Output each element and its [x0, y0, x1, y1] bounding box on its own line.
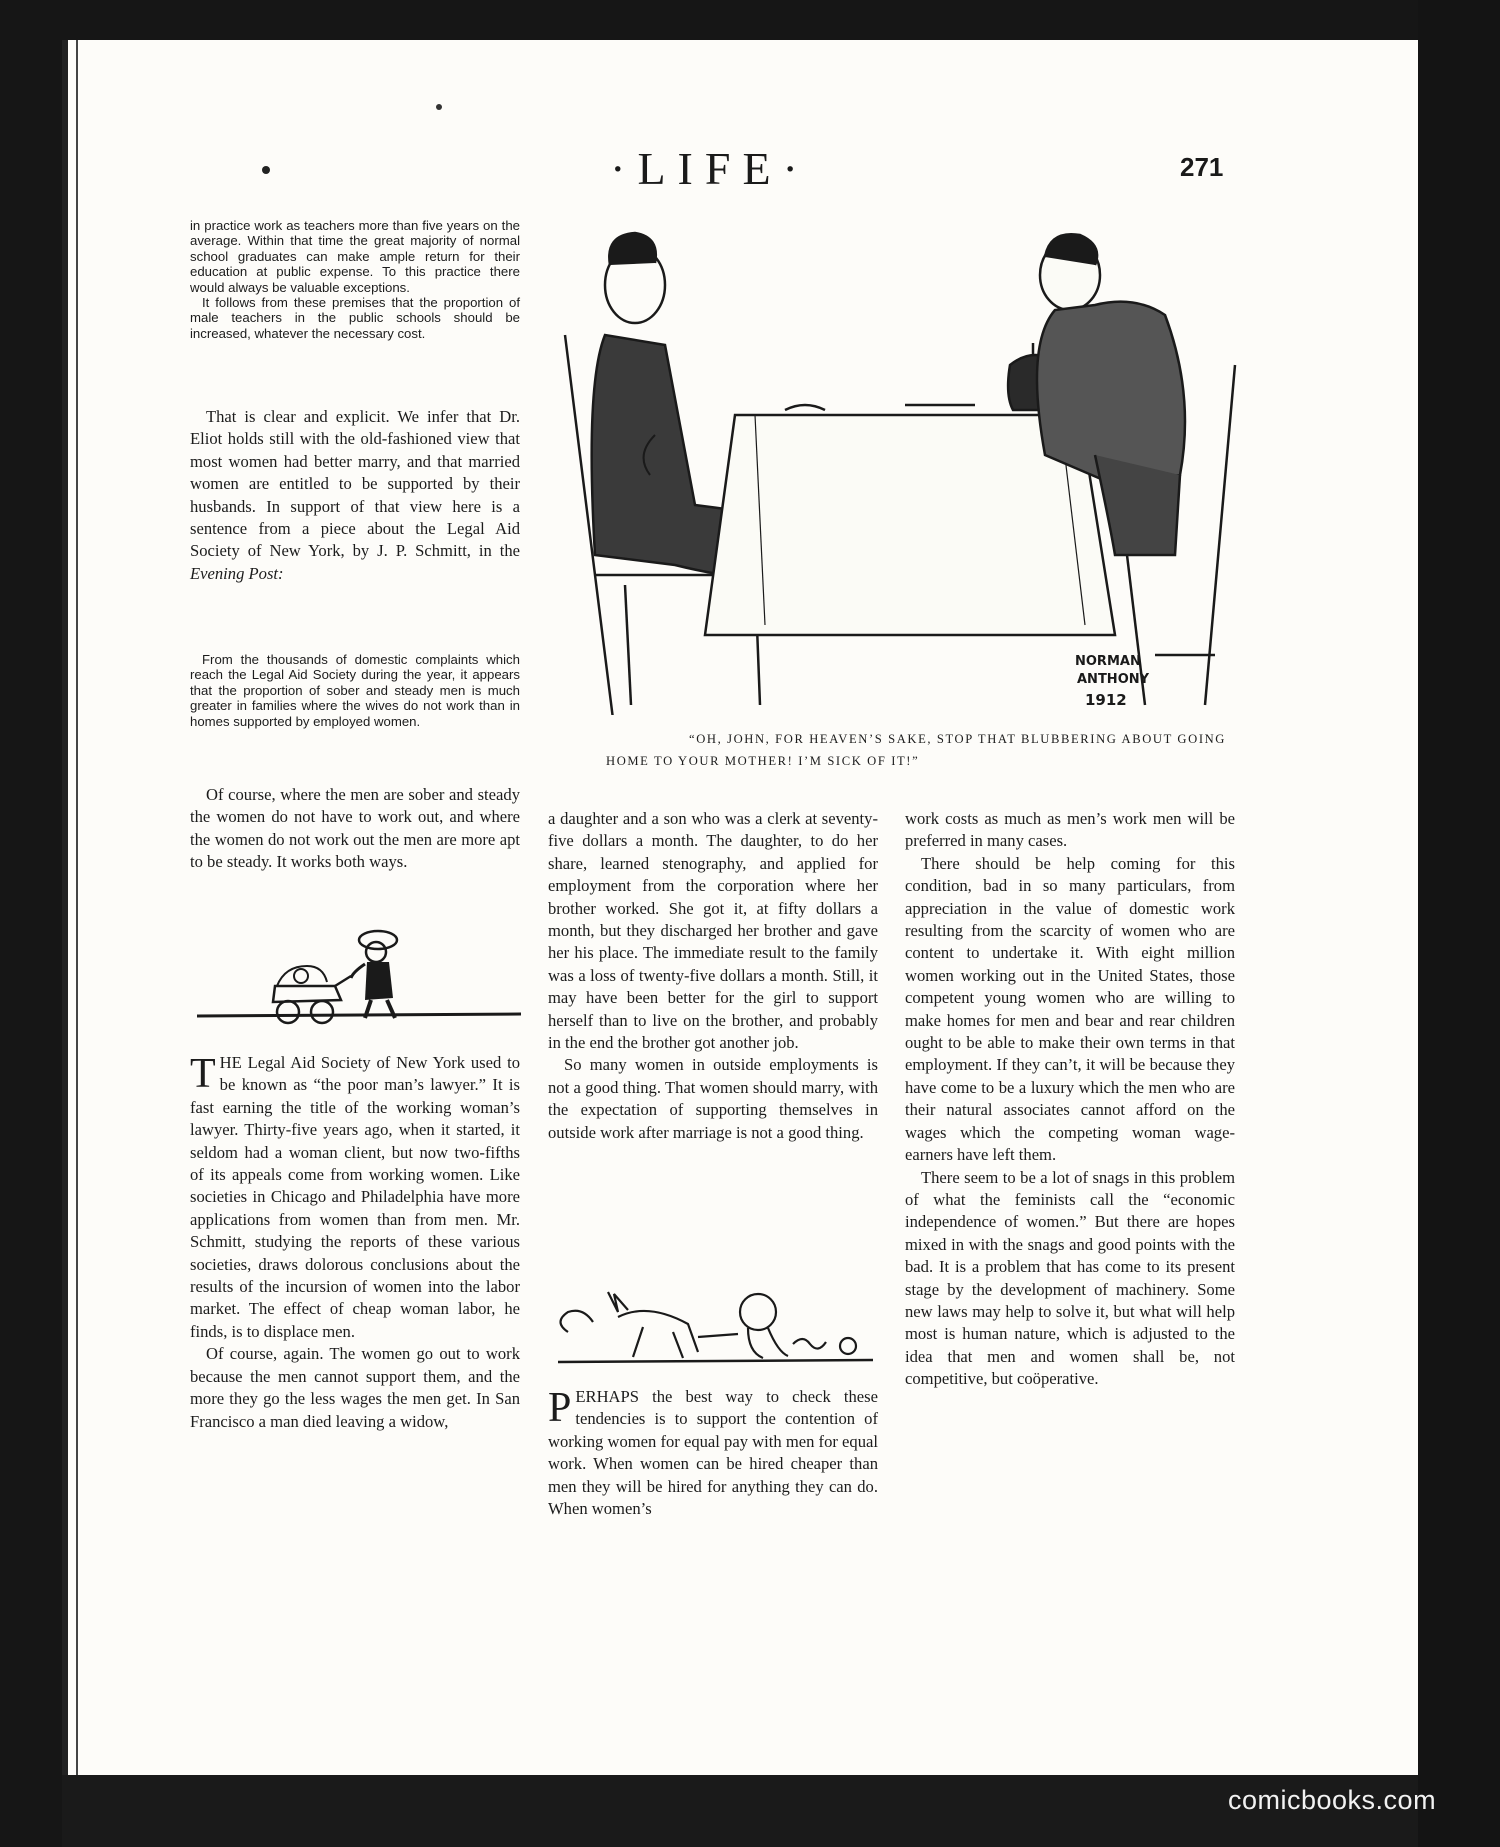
page-number: 271 — [1180, 152, 1224, 182]
article-paragraph: That is clear and explicit. We infer that Dr. Eliot holds still with the old-fashioned view that most women had better marry, and that married women are entitled to be supported by their husbands. In support of that view here is a sentence from a piece about the Legal Aid Society of New York, by J. P. Schmitt, in the Evening Post: — [190, 407, 520, 583]
couple-at-table-illustration — [555, 225, 1255, 715]
artist-signature-surname: ANTHONY — [1077, 672, 1150, 687]
article-paragraph: Of course, where the men are sober and steady the women do not have to work out, and where the women do not work out the men are more apt to be steady. It works both ways. — [190, 785, 520, 872]
article-column-3 — [905, 808, 1235, 1391]
drop-cap-p: P — [548, 1385, 572, 1431]
caption-line-2: HOME TO YOUR MOTHER! I’M SICK OF IT!” — [606, 754, 920, 768]
article-column-1b — [190, 784, 520, 874]
page-spine-line — [76, 40, 78, 1775]
drop-cap-t: T — [190, 1051, 216, 1097]
article-paragraph: THE Legal Aid Society of New York used to be known as “the poor man’s lawyer.” It is fast earning the title of the working woman’s lawyer. Thirty-five years ago, when it started, it seldom had a woman client, but now two-fifths of its appeals come from working women. Like societies in Chicago and Philadelphia have more applications from women than from men. Mr. Schmitt, studying the reports of these various societies, draws dolorous conclusions about the results of the incursion of women into the labor market. The effect of cheap woman labor, he finds, is to displace men. — [190, 1051, 520, 1341]
quoted-passage-legal-aid — [190, 652, 520, 729]
ornament-dot-small — [436, 104, 442, 110]
article-paragraph: So many women in outside employments is not a good thing. That women should marry, with the expectation of supporting themselves in outside work after marriage is not a good thing. — [548, 1055, 878, 1142]
article-paragraph: Of course, again. The women go out to work because the men cannot support them, and the more they go the less wages the men get. In San Francisco a man died leaving a widow, — [190, 1344, 520, 1431]
masthead-title: ·LIFE· — [610, 143, 810, 194]
quote-paragraph: in practice work as teachers more than five years on the average. Within that time the great majority of normal school graduates can make ample return for their education at public expense. To this practice there would always be valuable exceptions. — [190, 218, 520, 295]
boy-with-pram-illustration — [195, 920, 525, 1030]
illustration-caption — [606, 728, 1226, 772]
article-column-2b — [548, 1386, 878, 1520]
quoted-passage-teachers — [190, 218, 520, 341]
quote-paragraph: It follows from these premises that the proportion of male teachers in the public schools should be increased, whatever the necessary cost. — [190, 295, 520, 341]
donkey-and-dog-illustration — [548, 1282, 878, 1368]
article-paragraph: work costs as much as men’s work men will be preferred in many cases. — [905, 809, 1235, 851]
ground-line — [197, 1014, 521, 1016]
article-paragraph: PERHAPS the best way to check these tendencies is to support the contention of working women for equal pay with men for equal work. When women can be hired cheaper than men they will be hired for anything they can do. When women’s — [548, 1385, 878, 1519]
newspaper-title: Evening Post: — [190, 563, 284, 583]
article-paragraph: a daughter and a son who was a clerk at seventy-five dollars a month. The daughter, to do her share, learned stenography, and applied for employment from the corporation where her brother worked. She got it, at fifty dollars a month, but they discharged her brother and gave her his place. The immediate result to the family was a loss of twenty-five dollars a month. Still, it may have been better for the girl to support herself than to live on the brother, and probably in the end the brother got another job. — [548, 809, 878, 1053]
caption-line-1: “OH, JOHN, FOR HEAVEN’S SAKE, STOP THAT BLUBBERING ABOUT GOING — [689, 732, 1226, 746]
site-watermark: comicbooks.com — [1228, 1785, 1437, 1815]
article-column-1a — [190, 406, 520, 585]
article-paragraph: There seem to be a lot of snags in this problem of what the feminists call the “economic independence of women.” But there are hopes mixed in with the snags and good points with the bad. It is a problem that has come to its present stage by the development of machinery. Some new laws may help to solve it, but what will help most is human nature, which is adjusted to the idea that men and women shall be, not competitive, but coöperative. — [905, 1167, 1235, 1389]
page-spine — [62, 40, 68, 1775]
scan-border-left — [0, 0, 62, 1847]
artist-signature-year: 1912 — [1085, 691, 1127, 709]
ornament-dot — [262, 166, 270, 174]
artist-signature-name: NORMAN — [1075, 654, 1141, 669]
article-column-2a — [548, 808, 878, 1144]
scan-border-right — [1418, 0, 1500, 1847]
quote-paragraph: From the thousands of domestic complaints which reach the Legal Aid Society during the year, it appears that the proportion of sober and steady men is much greater in families where the wives do not work than in homes supported by employed women. — [190, 652, 520, 729]
article-column-1c — [190, 1052, 520, 1433]
article-paragraph: There should be help coming for this condition, bad in so many particulars, from appreciation in the value of domestic work resulting from the scarcity of women who are content to undertake it. With eight million women working out in the United States, those competent young women who are willing to make homes for men and bear and rear children ought to be able to make their own terms in that employment. If they can’t, it will be because they have come to be a luxury which the men who are their natural associates cannot afford on the wages which the competing woman wage-earners have left them. — [905, 853, 1235, 1165]
